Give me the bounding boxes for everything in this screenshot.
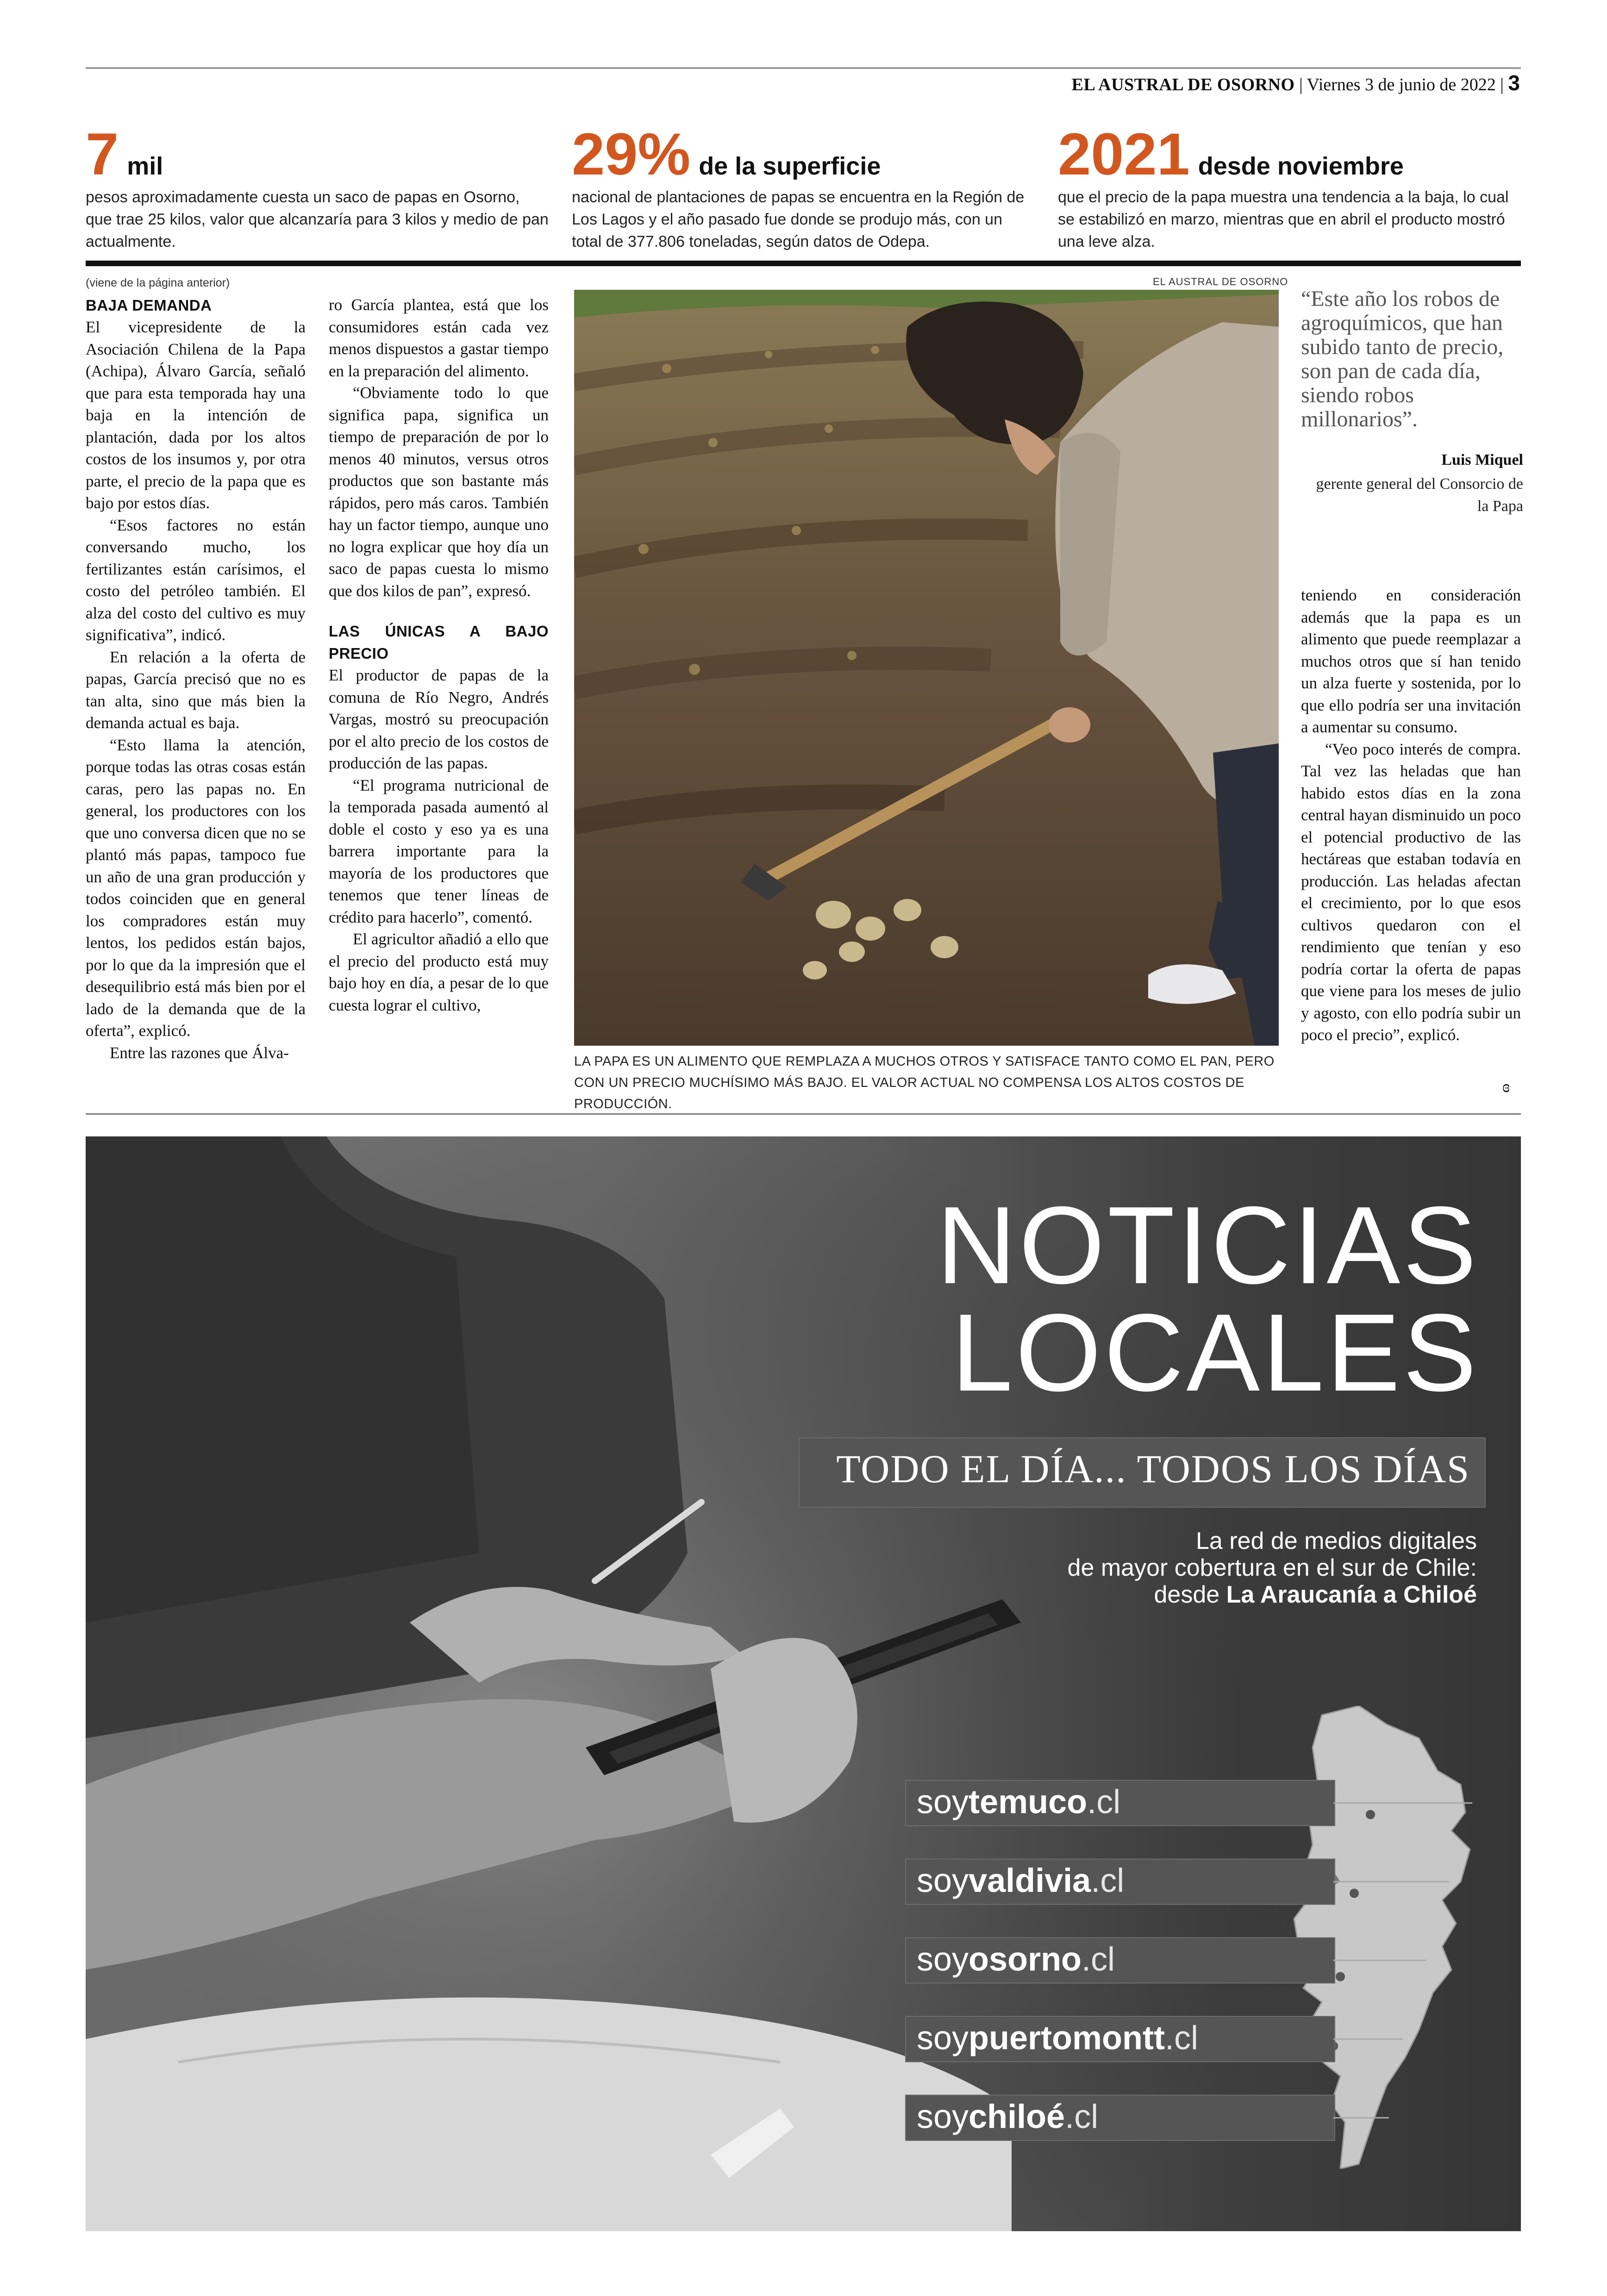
- newspaper-name: EL AUSTRAL DE OSORNO: [1071, 75, 1295, 94]
- folio-separator: |: [1500, 75, 1508, 94]
- subhead-unicas-bajo-precio: LAS ÚNICAS A BAJO PRECIO: [329, 623, 549, 662]
- network-description: [1068, 1528, 1477, 1608]
- ad-tagline: TODO EL DÍA... TODOS LOS DÍAS: [836, 1447, 1470, 1491]
- site-name: chiloé: [969, 2098, 1065, 2135]
- end-of-article-mark: ɞ: [1502, 1077, 1510, 1096]
- section-rule: [86, 1113, 1521, 1115]
- stat-label: mil: [127, 152, 163, 180]
- ad-headline: [937, 1184, 1479, 1414]
- stat-description: que el precio de la papa muestra una tendencia a la baja, lo cual se estabilizó en marzo, mientras que en abril el producto mostró una leve alza.: [1058, 188, 1509, 250]
- stats-rule: [86, 261, 1521, 266]
- photo-caption: LA PAPA ES UN ALIMENTO QUE REMPLAZA A MUCHOS OTROS Y SATISFACE TANTO COMO EL PAN, PERO CON UN PRECIO MUCHÍSIMO MÁS BAJO. EL VALOR ACTUAL NO COMPENSA LOS ALTOS COSTOS DE PRODUCCIÓN.: [574, 1054, 1275, 1111]
- paragraph: El productor de papas de la comuna de Río Negro, Andrés Vargas, mostró su preocupación por el alto precio de los costos de producción de las papas.: [329, 666, 549, 772]
- paragraph: El vicepresidente de la Asociación Chilena de la Papa (Achipa), Álvaro García, señaló que para esta temporada hay una baja en la intención de plantación, dada por los altos costos de los insumos y, por otra parte, el precio de la papa que es bajo por estos días.: [86, 318, 306, 512]
- advertisement-noticias-locales: [86, 1136, 1521, 2231]
- stat-description: pesos aproximadamente cuesta un saco de papas en Osorno, que trae 25 kilos, valor que alcanzaría para 3 kilos y medio de pan actualmente.: [86, 188, 549, 250]
- stat-label: de la superficie: [699, 152, 881, 180]
- site-link-valdivia[interactable]: [917, 1859, 1124, 1903]
- quote-author-role: gerente general del Consorcio de la Papa: [1316, 475, 1523, 515]
- paragraph: “Veo poco interés de compra. Tal vez las heladas que han habido estos días en la zona central hayan disminuido un poco el potencial productivo de las hectáreas que estaban todavía en producción. Las heladas afectan el crecimiento, por lo que esos cultivos quedaron con el rendimiento que tenían y eso podría cortar la oferta de papas que viene para los meses de julio y agosto, con ello podría subir un poco el precio”, explicó.: [1301, 740, 1521, 1044]
- network-region: La Araucanía a Chiloé: [1226, 1581, 1477, 1608]
- site-link-puertomontt[interactable]: [917, 2016, 1198, 2060]
- paragraph: El agricultor añadió a ello que el precio del producto está muy bajo hoy en día, a pesar de lo que cuesta lograr el cultivo,: [329, 930, 549, 1014]
- leader-line-osorno: [1333, 1959, 1472, 1977]
- stat-block-2: [572, 121, 1025, 253]
- site-tld: .cl: [1082, 1941, 1115, 1978]
- subhead-baja-demanda: BAJA DEMANDA: [86, 296, 212, 314]
- farmer-digging-potatoes-image: [574, 290, 1279, 1046]
- article-photo: [574, 290, 1279, 1046]
- article-column-1: [86, 272, 306, 1064]
- page-folio: [1072, 70, 1520, 95]
- network-line-3: [1068, 1581, 1477, 1608]
- paragraph: “Esto llama la atención, porque todas las otras cosas están caras, pero las papas no. En general, los productores con los que uno conversa dicen que no se plantó más papas, tampoco fue un año de una gran producción y todos coinciden que en general los compradores están muy lentos, los pedidos están bajos, por lo que da la impresión que el desequilibrio está más bien por el lado de la demanda que de la oferta”, explicó.: [86, 736, 306, 1040]
- site-prefix: soy: [917, 2020, 969, 2057]
- issue-date: Viernes 3 de junio de 2022: [1307, 75, 1496, 94]
- paragraph: “Esos factores no están conversando mucho, los fertilizantes están carísimos, el costo del petróleo también. El alza del costo del cultivo es muy significativa”, indicó.: [86, 516, 306, 644]
- quote-author: Luis Miquel: [1441, 451, 1523, 468]
- stat-label: desde noviembre: [1198, 152, 1404, 180]
- leader-line-temuco: [1333, 1801, 1472, 1820]
- paragraph: En relación a la oferta de papas, García precisó que no es tan alta, sino que más bien la demanda actual es baja.: [86, 648, 306, 732]
- stat-block-3: [1058, 121, 1521, 253]
- article-column-4: [1301, 584, 1521, 1046]
- site-tld: .cl: [1087, 1784, 1121, 1821]
- site-name: valdivia: [969, 1862, 1091, 1899]
- stat-figure: 29%: [572, 121, 691, 187]
- ad-headline-line-1: NOTICIAS: [937, 1184, 1479, 1307]
- stat-figure: 2021: [1058, 121, 1190, 187]
- site-prefix: soy: [917, 1862, 969, 1899]
- site-prefix: soy: [917, 1941, 969, 1978]
- article-column-2: [329, 294, 549, 1016]
- site-link-temuco[interactable]: [917, 1780, 1120, 1824]
- network-line-1: La red de medios digitales: [1195, 1528, 1477, 1554]
- paragraph: teniendo en consideración además que la papa es un alimento que puede reemplazar a muchos otros que sí han tenido un alza fuerte y sostenida, por lo que ello podría ser una invitación a aumentar su consumo.: [1301, 586, 1521, 736]
- site-prefix: soy: [917, 1784, 969, 1821]
- folio-separator: |: [1299, 75, 1307, 94]
- photo-credit: EL AUSTRAL DE OSORNO: [1153, 276, 1288, 287]
- pull-quote: “Este año los robos de agroquímicos, que han subido tanto de precio, son pan de cada día, siendo robos millonarios”.: [1301, 287, 1504, 431]
- site-tld: .cl: [1164, 2020, 1198, 2057]
- site-name: puertomontt: [969, 2020, 1165, 2057]
- ad-headline-line-2: LOCALES: [951, 1292, 1479, 1414]
- page-number: 3: [1508, 71, 1520, 95]
- network-line-3-prefix: desde: [1154, 1581, 1226, 1608]
- leader-line-valdivia: [1333, 1880, 1472, 1898]
- stat-figure: 7: [86, 121, 119, 187]
- site-link-osorno[interactable]: [917, 1937, 1115, 1982]
- site-name: temuco: [969, 1784, 1088, 1821]
- leader-line-chiloe: [1333, 2116, 1472, 2134]
- leader-line-puertomontt: [1333, 2037, 1472, 2056]
- paragraph: ro García plantea, está que los consumidores están cada vez menos dispuestos a gastar tiempo en la preparación del alimento.: [329, 296, 549, 380]
- site-tld: .cl: [1091, 1862, 1125, 1899]
- paragraph: “El programa nutricional de la temporada pasada aumentó al doble el costo y eso ya es una barrera importante para la mayoría de los productores que tenemos que tener líneas de crédito para hacerlo”, comentó.: [329, 776, 549, 926]
- network-line-2: de mayor cobertura en el sur de Chile:: [1067, 1554, 1477, 1581]
- site-name: osorno: [969, 1941, 1082, 1978]
- site-link-chiloe[interactable]: [917, 2095, 1098, 2139]
- stat-description: nacional de plantaciones de papas se encuentra en la Región de Los Lagos y el año pasado fue donde se produjo más, con un total de 377.806 toneladas, según datos de Odepa.: [572, 188, 1025, 250]
- paragraph: “Obviamente todo lo que significa papa, significa un tiempo de preparación de por lo menos 40 minutos, versus otros productos que son bastante más rápidos, pero más caros. También hay un factor tiempo, aunque uno no logra explicar que hoy día un saco de papas cuesta lo mismo que dos kilos de pan”, expresó.: [329, 384, 549, 600]
- site-tld: .cl: [1065, 2098, 1099, 2135]
- paragraph: Entre las razones que Álva-: [110, 1043, 289, 1062]
- stat-block-1: [86, 121, 549, 253]
- header-rule: [86, 67, 1521, 69]
- site-prefix: soy: [917, 2098, 969, 2135]
- continued-note: (viene de la página anterior): [86, 276, 230, 289]
